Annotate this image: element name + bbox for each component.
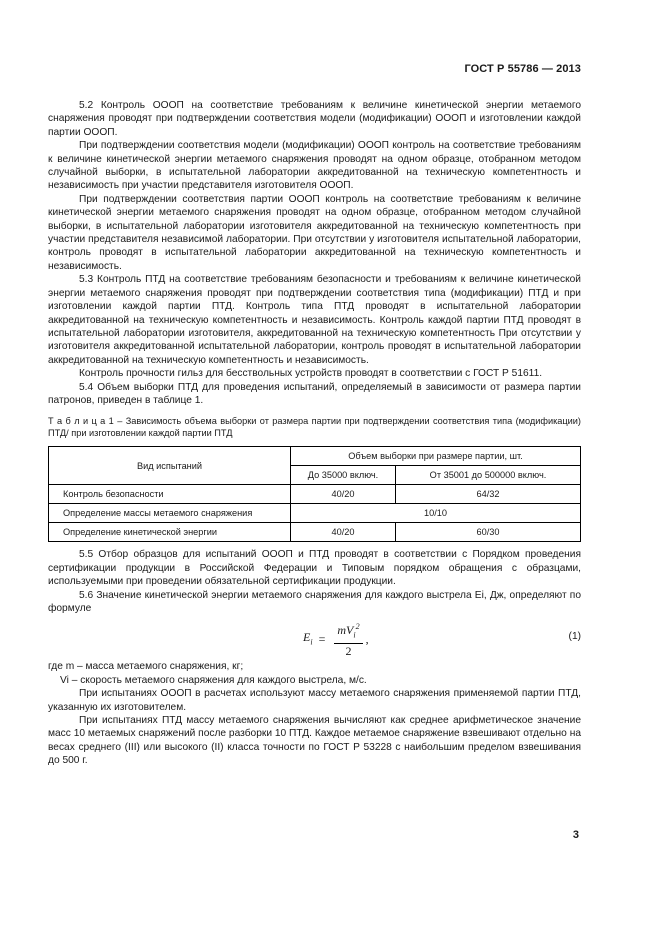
paragraph-5-4: 5.4 Объем выборки ПТД для проведения испытаний, определяемый в зависимости от размера партии патронов, приведен в таблице 1. [48,381,581,406]
paragraph-batch-confirmation: При подтверждении соответствия партии ОООП контроль на соответствие требованиям к величине кинетической энергии метаемого снаряжения проводят на одном образце, отобранном методом случайной выборки, в испытательной лаборатории изготовителя аккредитованной на техническую компетентность при участии представителя независимой лаборатории. При отсутствии у изготовителя испытательной лаборатории, контроль проводят в испытательной лаборатории аккредитованной на техническую компетентность и независимость. [48,193,581,272]
where-velocity: Vi – скорость метаемого снаряжения для каждого выстрела, м/с. [60,674,367,686]
paragraph-oop-mass: При испытаниях ОООП в расчетах используют массу метаемого снаряжения применяемой партии ПТД, указанную их изготовителем. [48,688,581,713]
paragraph-5-3: 5.3 Контроль ПТД на соответствие требованиям безопасности и требованиям к величине кинетической энергии метаемого снаряжения проводят при подтверждении соответствия типа (модификации) ПТД и при изготовлении каждой партии ПТД. Контроль типа ПТД проводят в испытательной лаборатории аккредитованной на техническую компетентность и независимость. Контроль каждой партии ПТД проводят в испытательной лаборатории изготовителя, аккредитованной на техническую компетентность При отсутствии у изготовителя аккредитованной испытательной лаборатории, контроль проводят в испытательной лаборатории аккредитованной на техническую компетентность и независимость. [48,274,581,366]
sample-size-table [48,446,581,542]
document-body [48,99,581,768]
formula-block [48,618,581,658]
standard-header: ГОСТ Р 55786 — 2013 [464,63,581,75]
formula-fraction: $\frac{mV_i^2}{2}$ [334,620,362,658]
cell-small: 40/20 [291,485,396,504]
paragraph-5-6: 5.6 Значение кинетической энергии метаемого снаряжения для каждого выстрела Ei, Дж, определяют по формуле [48,589,581,614]
kinetic-energy-formula: $E_i$ = $\frac{mV_i^2}{2}$ , [303,622,369,659]
table-row [49,504,581,523]
paragraph-ptd-mass: При испытаниях ПТД массу метаемого снаряжения вычисляют как среднее арифметическое значение масс 10 метаемых снаряжений после разборки 10 ПТД. Каждое метаемое снаряжение взвешивают отдельно на весах среднего (III) или высокого (II) класса точности по ГОСТ Р 53228 с наибольшим пределом взвешивания до 500 г. [48,715,581,767]
cell-small: 40/20 [291,523,396,542]
header-large-batch: От 35001 до 500000 включ. [396,466,581,485]
header-test-type: Вид испытаний [49,447,291,485]
formula-number: (1) [568,631,581,643]
where-mass: где m – масса метаемого снаряжения, кг; [48,661,244,673]
cell-large: 64/32 [396,485,581,504]
table-row [49,485,581,504]
row-label: Определение массы метаемого снаряжения [49,504,291,523]
page-number: 3 [572,829,579,841]
header-sample-size: Объем выборки при размере партии, шт. [291,447,581,466]
table-caption: Т а б л и ц а 1 – Зависимость объема выборки от размера партии при подтверждении соответствия типа (модификации) ПТД/ при изготовлении каждой партии ПТД [48,416,581,439]
formula-lhs: $E_i$ [303,629,313,646]
paragraph-5-5: 5.5 Отбор образцов для испытаний ОООП и ПТД проводят в соответствии с Порядком проведения сертификации продукции в Российской Федерации и Типовым порядком обращения с образцами, используемыми при проведении обязательной сертификации продукции. [48,549,581,588]
row-label: Контроль безопасности [49,485,291,504]
paragraph-5-2: 5.2 Контроль ОООП на соответствие требованиям к величине кинетической энергии метаемого снаряжения проводят при подтверждении соответствия модели (модификации) ОООП и изготовлении каждой партии ОООП. [48,100,581,138]
row-label: Определение кинетической энергии [49,523,291,542]
cell-merged: 10/10 [291,504,581,523]
cell-large: 60/30 [396,523,581,542]
paragraph-shell-strength: Контроль прочности гильз для бесствольных устройств проводят в соответствии с ГОСТ Р 51611. [79,368,543,380]
header-small-batch: До 35000 включ. [291,466,396,485]
table-row [49,523,581,542]
paragraph-model-confirmation: При подтверждении соответствия модели (модификации) ОООП контроль на соответствие требованиям к величине кинетической энергии метаемого снаряжения проводят на одном образце, отобранном методом случайной выборки, в испытательной лаборатории аккредитованной на техническую компетентность и независимость при участии представителя изготовителя ОООП. [48,140,581,192]
